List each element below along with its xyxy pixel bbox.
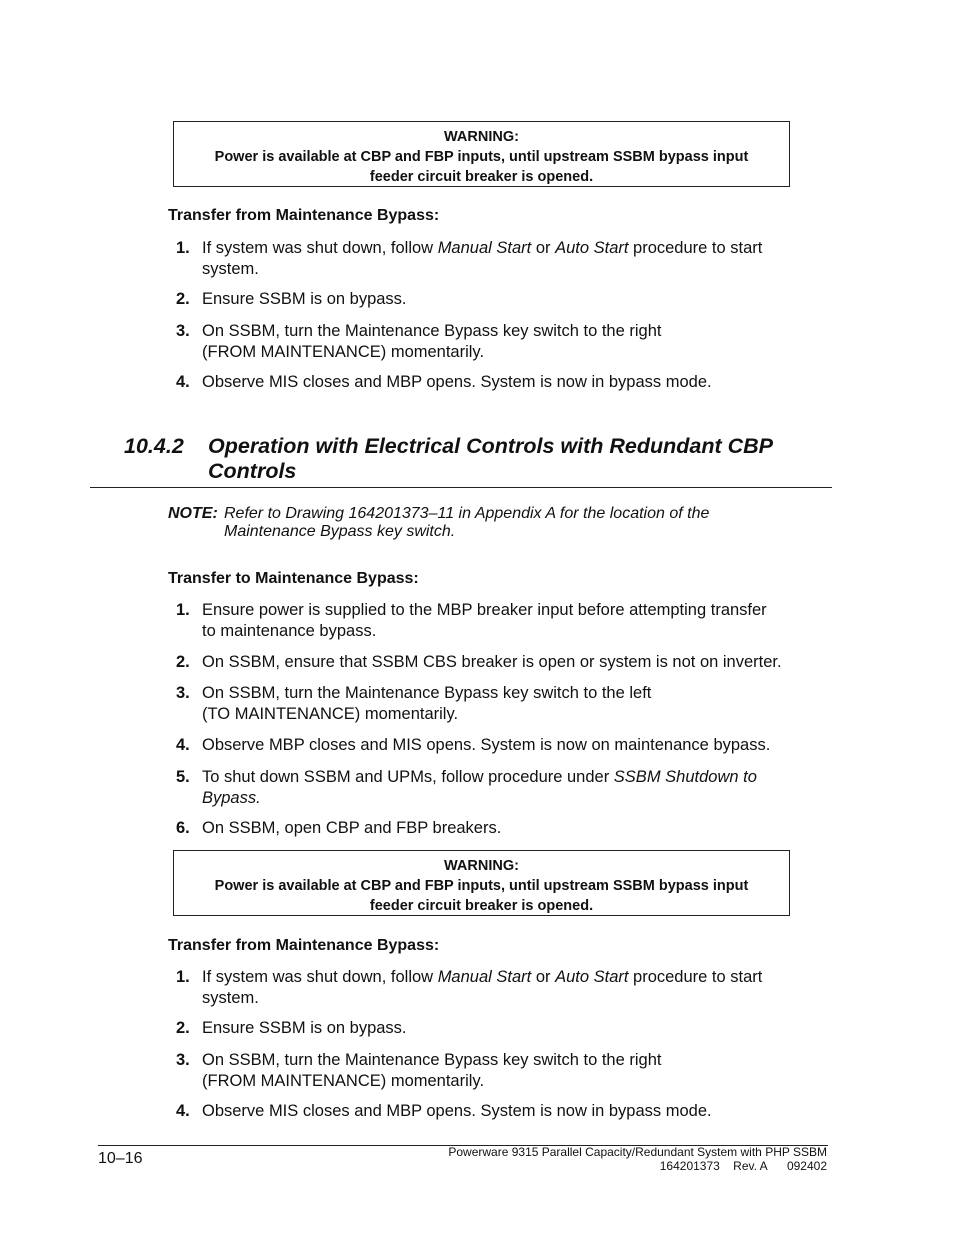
step-number: 4.	[176, 1102, 190, 1120]
step-number: 6.	[176, 819, 190, 837]
page-number: 10–16	[98, 1150, 143, 1167]
step-number: 2.	[176, 290, 190, 308]
step-text: On SSBM, turn the Maintenance Bypass key switch to the left	[202, 684, 652, 702]
step-text: (FROM MAINTENANCE) momentarily.	[202, 1071, 485, 1090]
warning-title: WARNING:	[444, 129, 519, 145]
step-ref-manual-start: Manual Start	[437, 968, 532, 986]
footer-doc-number: 164201373 Rev. A 092402	[659, 1159, 827, 1173]
warning-text-line2: feeder circuit breaker is opened.	[369, 898, 594, 914]
warning-text-line1: Power is available at CBP and FBP inputs, until upstream SSBM bypass input	[214, 878, 749, 894]
step-text: or	[531, 239, 556, 257]
step-number: 2.	[176, 653, 190, 671]
step-text: or	[531, 968, 556, 986]
step-ref-auto-start: Auto Start	[555, 968, 629, 986]
step-number: 1.	[176, 239, 190, 257]
step-number: 3.	[176, 1051, 190, 1069]
step-text: On SSBM, turn the Maintenance Bypass key switch to the right	[202, 322, 662, 340]
step-number: 4.	[176, 736, 190, 754]
step-ref-ssbm-shutdown: SSBM Shutdown to	[613, 768, 757, 786]
warning-text-line2: feeder circuit breaker is opened.	[369, 169, 594, 185]
step-number: 1.	[176, 601, 190, 619]
footer-doc-info	[448, 1145, 827, 1173]
step-ref-auto-start: Auto Start	[555, 239, 629, 257]
step-text: procedure to start	[628, 239, 763, 257]
warning-box	[173, 850, 790, 916]
section-title-cont: Controls	[208, 459, 297, 483]
step-text: Ensure SSBM is on bypass.	[202, 1019, 407, 1037]
step-text: procedure to start	[628, 968, 763, 986]
note-label: NOTE:	[168, 505, 218, 522]
warning-text-line1: Power is available at CBP and FBP inputs, until upstream SSBM bypass input	[214, 149, 749, 165]
step-text: On SSBM, ensure that SSBM CBS breaker is open or system is not on inverter.	[202, 653, 782, 671]
note-text: Refer to Drawing 164201373–11 in Appendix A for the location of the	[224, 505, 710, 522]
step-number: 5.	[176, 768, 190, 786]
step-text: If system was shut down, follow	[202, 968, 438, 986]
step-text: Observe MIS closes and MBP opens. System is now in bypass mode.	[202, 1102, 712, 1120]
step-text: Ensure power is supplied to the MBP breaker input before attempting transfer	[202, 601, 767, 619]
step-text: On SSBM, open CBP and FBP breakers.	[202, 819, 502, 837]
step-ref-ssbm-shutdown-cont: Bypass.	[202, 788, 261, 807]
step-text: If system was shut down, follow	[202, 239, 438, 257]
step-text: Observe MIS closes and MBP opens. System is now in bypass mode.	[202, 373, 712, 391]
warning-title: WARNING:	[444, 858, 519, 874]
section-number: 10.4.2	[124, 434, 184, 458]
note-text: Maintenance Bypass key switch.	[224, 522, 456, 540]
step-number: 3.	[176, 684, 190, 702]
subheading-transfer-from: Transfer from Maintenance Bypass:	[168, 937, 440, 954]
step-text: To shut down SSBM and UPMs, follow procedure under	[202, 768, 614, 786]
warning-box	[173, 121, 790, 187]
step-number: 1.	[176, 968, 190, 986]
subheading-transfer-from: Transfer from Maintenance Bypass:	[168, 207, 440, 224]
step-text: (TO MAINTENANCE) momentarily.	[202, 704, 459, 723]
step-text: system.	[202, 259, 259, 278]
step-text: On SSBM, turn the Maintenance Bypass key switch to the right	[202, 1051, 662, 1069]
step-text: to maintenance bypass.	[202, 621, 377, 640]
step-number: 3.	[176, 322, 190, 340]
step-number: 4.	[176, 373, 190, 391]
step-ref-manual-start: Manual Start	[437, 239, 532, 257]
section-title: Operation with Electrical Controls with Redundant CBP	[208, 434, 774, 458]
section-divider	[90, 487, 832, 488]
step-text: Observe MBP closes and MIS opens. System is now on maintenance bypass.	[202, 736, 771, 754]
subheading-transfer-to: Transfer to Maintenance Bypass:	[168, 570, 419, 587]
footer-doc-title: Powerware 9315 Parallel Capacity/Redundant System with PHP SSBM	[448, 1145, 827, 1159]
step-number: 2.	[176, 1019, 190, 1037]
step-text: Ensure SSBM is on bypass.	[202, 290, 407, 308]
step-text: system.	[202, 988, 259, 1007]
step-text: (FROM MAINTENANCE) momentarily.	[202, 342, 485, 361]
